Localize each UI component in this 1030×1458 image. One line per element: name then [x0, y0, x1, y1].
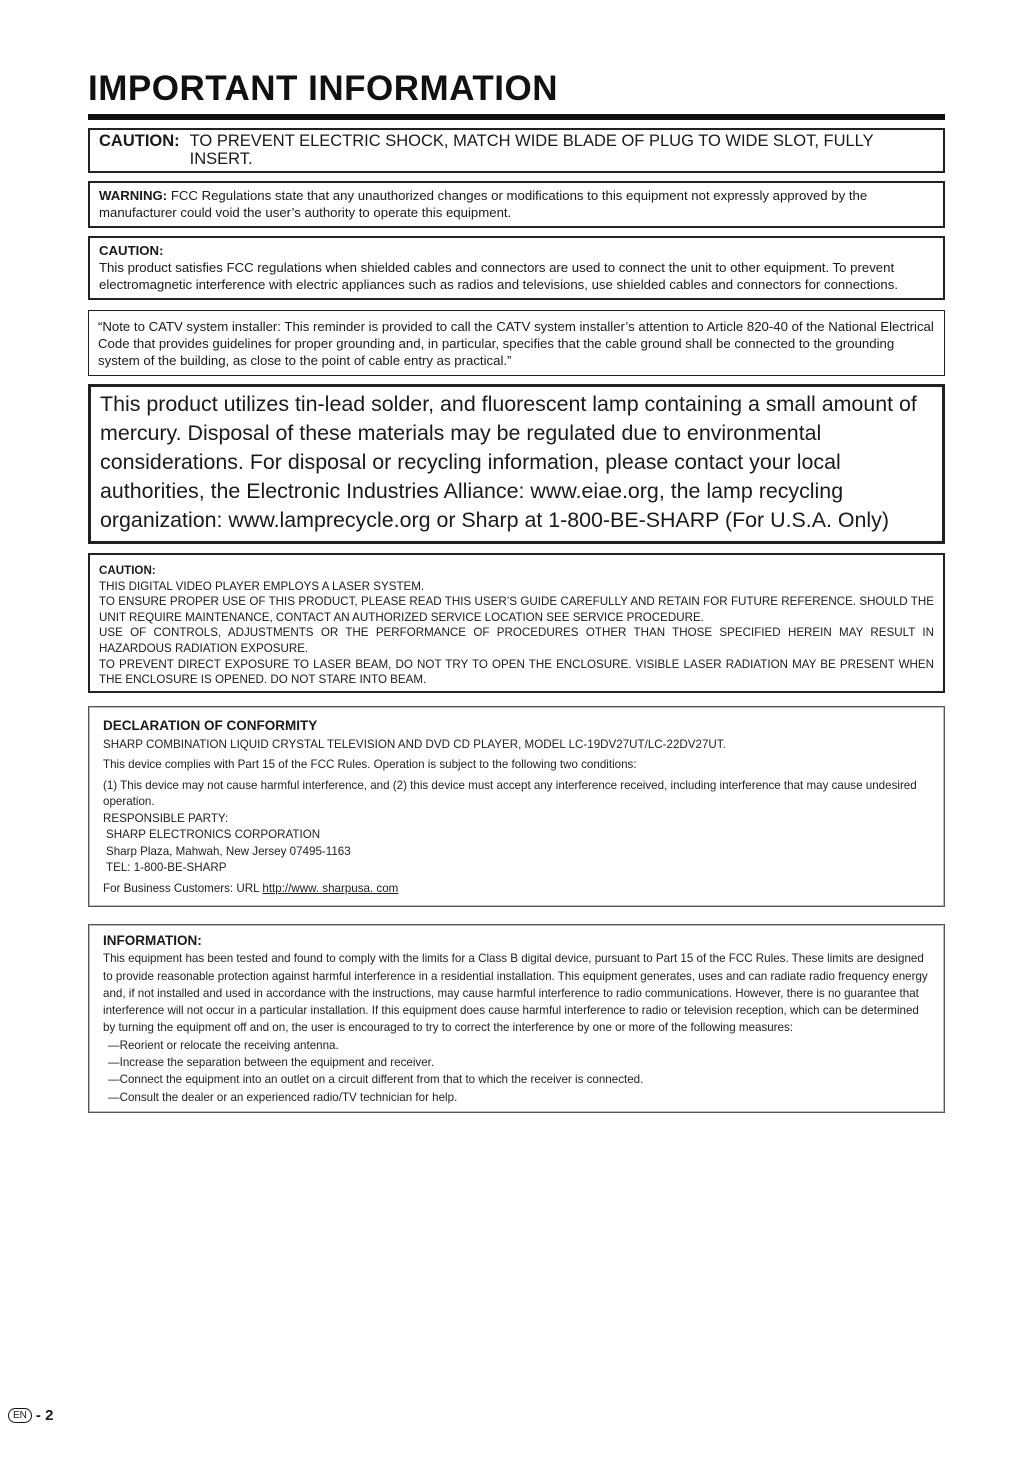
- caution-cables-text: This product satisfies FCC regulations when shielded cables and connectors are used to connect the unit to other equipment. To prevent electromagnetic interference with electric appliances such as radios and televisions, use shielded cables and connectors for connections.: [99, 260, 899, 292]
- information-measure: —Consult the dealer or an experienced radio/TV technician for help.: [108, 1090, 458, 1104]
- information-body: This equipment has been tested and found to comply with the limits for a Class B digital device, pursuant to Part 15 of the FCC Rules. These limits are designed to provide reasonable protection against harmful interference in a residential installation. This equipment generates, uses and can radiate radio frequency energy and, if not installed and used in accordance with the instructions, may cause harmful interference to radio communications. However, there is no guarantee that interference will not occur in a particular installation. If this equipment does cause harmful interference to radio or television reception, which can be determined by turning the equipment off and on, the user is encouraged to try to correct the interference by one or more of the following measures:: [103, 952, 928, 1035]
- business-customers-line: [103, 881, 931, 898]
- business-url-link[interactable]: http://www. sharpusa. com: [262, 881, 399, 895]
- manual-page: [88, 0, 945, 1113]
- information-heading: INFORMATION:: [103, 933, 202, 949]
- page-title: IMPORTANT INFORMATION: [88, 69, 558, 108]
- information-measure: —Connect the equipment into an outlet on a circuit different from that to which the receiver is connected.: [108, 1073, 644, 1087]
- responsible-party-name: SHARP ELECTRONICS CORPORATION: [106, 828, 321, 842]
- laser-caution-line: USE OF CONTROLS, ADJUSTMENTS OR THE PERFORMANCE OF PROCEDURES OTHER THAN THOSE SPECIFIED HEREIN MAY RESULT IN HAZARDOUS RADIATION EXPOSURE.: [99, 626, 934, 655]
- information-measure: —Reorient or relocate the receiving antenna.: [108, 1038, 339, 1052]
- laser-caution-line: THIS DIGITAL VIDEO PLAYER EMPLOYS A LASER SYSTEM.: [99, 579, 425, 593]
- declaration-complies: This device complies with Part 15 of the FCC Rules. Operation is subject to the following two conditions:: [103, 758, 637, 772]
- caution-plug-box: [88, 128, 945, 173]
- responsible-party-tel: TEL: 1-800-BE-SHARP: [106, 861, 227, 875]
- information-measure: —Increase the separation between the equipment and receiver.: [108, 1056, 435, 1070]
- catv-note-box: [88, 310, 945, 376]
- title-rule: [88, 114, 945, 120]
- warning-label: WARNING:: [99, 188, 168, 203]
- laser-caution-box: [88, 553, 945, 693]
- disposal-notice-box: [88, 384, 945, 544]
- declaration-conditions: (1) This device may not cause harmful interference, and (2) this device must accept any interference received, including interference that may cause undesired operation.: [103, 778, 917, 809]
- declaration-of-conformity-box: [88, 706, 945, 908]
- catv-note-text: “Note to CATV system installer: This reminder is provided to call the CATV system installer’s attention to Article 820-40 of the National Electrical Code that provides guidelines for proper grounding and, in particular, specifies that the cable ground shall be connected to the grounding system of the building, as close to the point of cable entry as practical.”: [98, 319, 934, 368]
- disposal-notice-text: This product utilizes tin-lead solder, and fluorescent lamp containing a small amount of mercury. Disposal of these materials may be regulated due to environmental considerations. For disposal or recycling information, please contact your local authorities, the Electronic Industries Alliance: www.eiae.org, the lamp recycling organization: www.lamprecycle.org or Sharp at 1-800-BE-SHARP (For U.S.A. Only): [100, 392, 917, 532]
- caution-cables-label: CAUTION:: [99, 243, 164, 258]
- declaration-model-line: SHARP COMBINATION LIQUID CRYSTAL TELEVISION AND DVD CD PLAYER, MODEL LC-19DV27UT/LC-22DV27UT.: [103, 737, 726, 751]
- business-customers-label: For Business Customers: URL: [103, 881, 260, 895]
- caution-plug-text: TO PREVENT ELECTRIC SHOCK, MATCH WIDE BLADE OF PLUG TO WIDE SLOT, FULLY INSERT.: [189, 132, 874, 168]
- caution-plug-label: CAUTION:: [99, 132, 180, 150]
- page-number: [8, 1407, 53, 1424]
- page-number-text: - 2: [35, 1407, 54, 1424]
- laser-caution-line: TO ENSURE PROPER USE OF THIS PRODUCT, PLEASE READ THIS USER’S GUIDE CAREFULLY AND RETAIN FOR FUTURE REFERENCE. SHOULD THE UNIT REQUIRE MAINTENANCE, CONTACT AN AUTHORIZED SERVICE LOCATION SEE SERVICE PROCEDURE.: [99, 595, 934, 624]
- caution-cables-box: [88, 236, 945, 300]
- responsible-party-address: Sharp Plaza, Mahwah, New Jersey 07495-1163: [106, 844, 351, 858]
- warning-box: [88, 181, 945, 228]
- information-box: [88, 924, 945, 1113]
- responsible-party-label: RESPONSIBLE PARTY:: [103, 811, 229, 825]
- laser-caution-line: TO PREVENT DIRECT EXPOSURE TO LASER BEAM, DO NOT TRY TO OPEN THE ENCLOSURE. VISIBLE LASER RADIATION MAY BE PRESENT WHEN THE ENCLOSURE IS OPENED. DO NOT STARE INTO BEAM.: [99, 657, 934, 687]
- language-badge: EN: [8, 1408, 32, 1423]
- warning-text: FCC Regulations state that any unauthorized changes or modifications to this equipment not expressly approved by the manufacturer could void the user’s authority to operate this equipment.: [99, 188, 868, 220]
- laser-caution-label: CAUTION:: [99, 564, 156, 577]
- declaration-heading: DECLARATION OF CONFORMITY: [103, 717, 318, 733]
